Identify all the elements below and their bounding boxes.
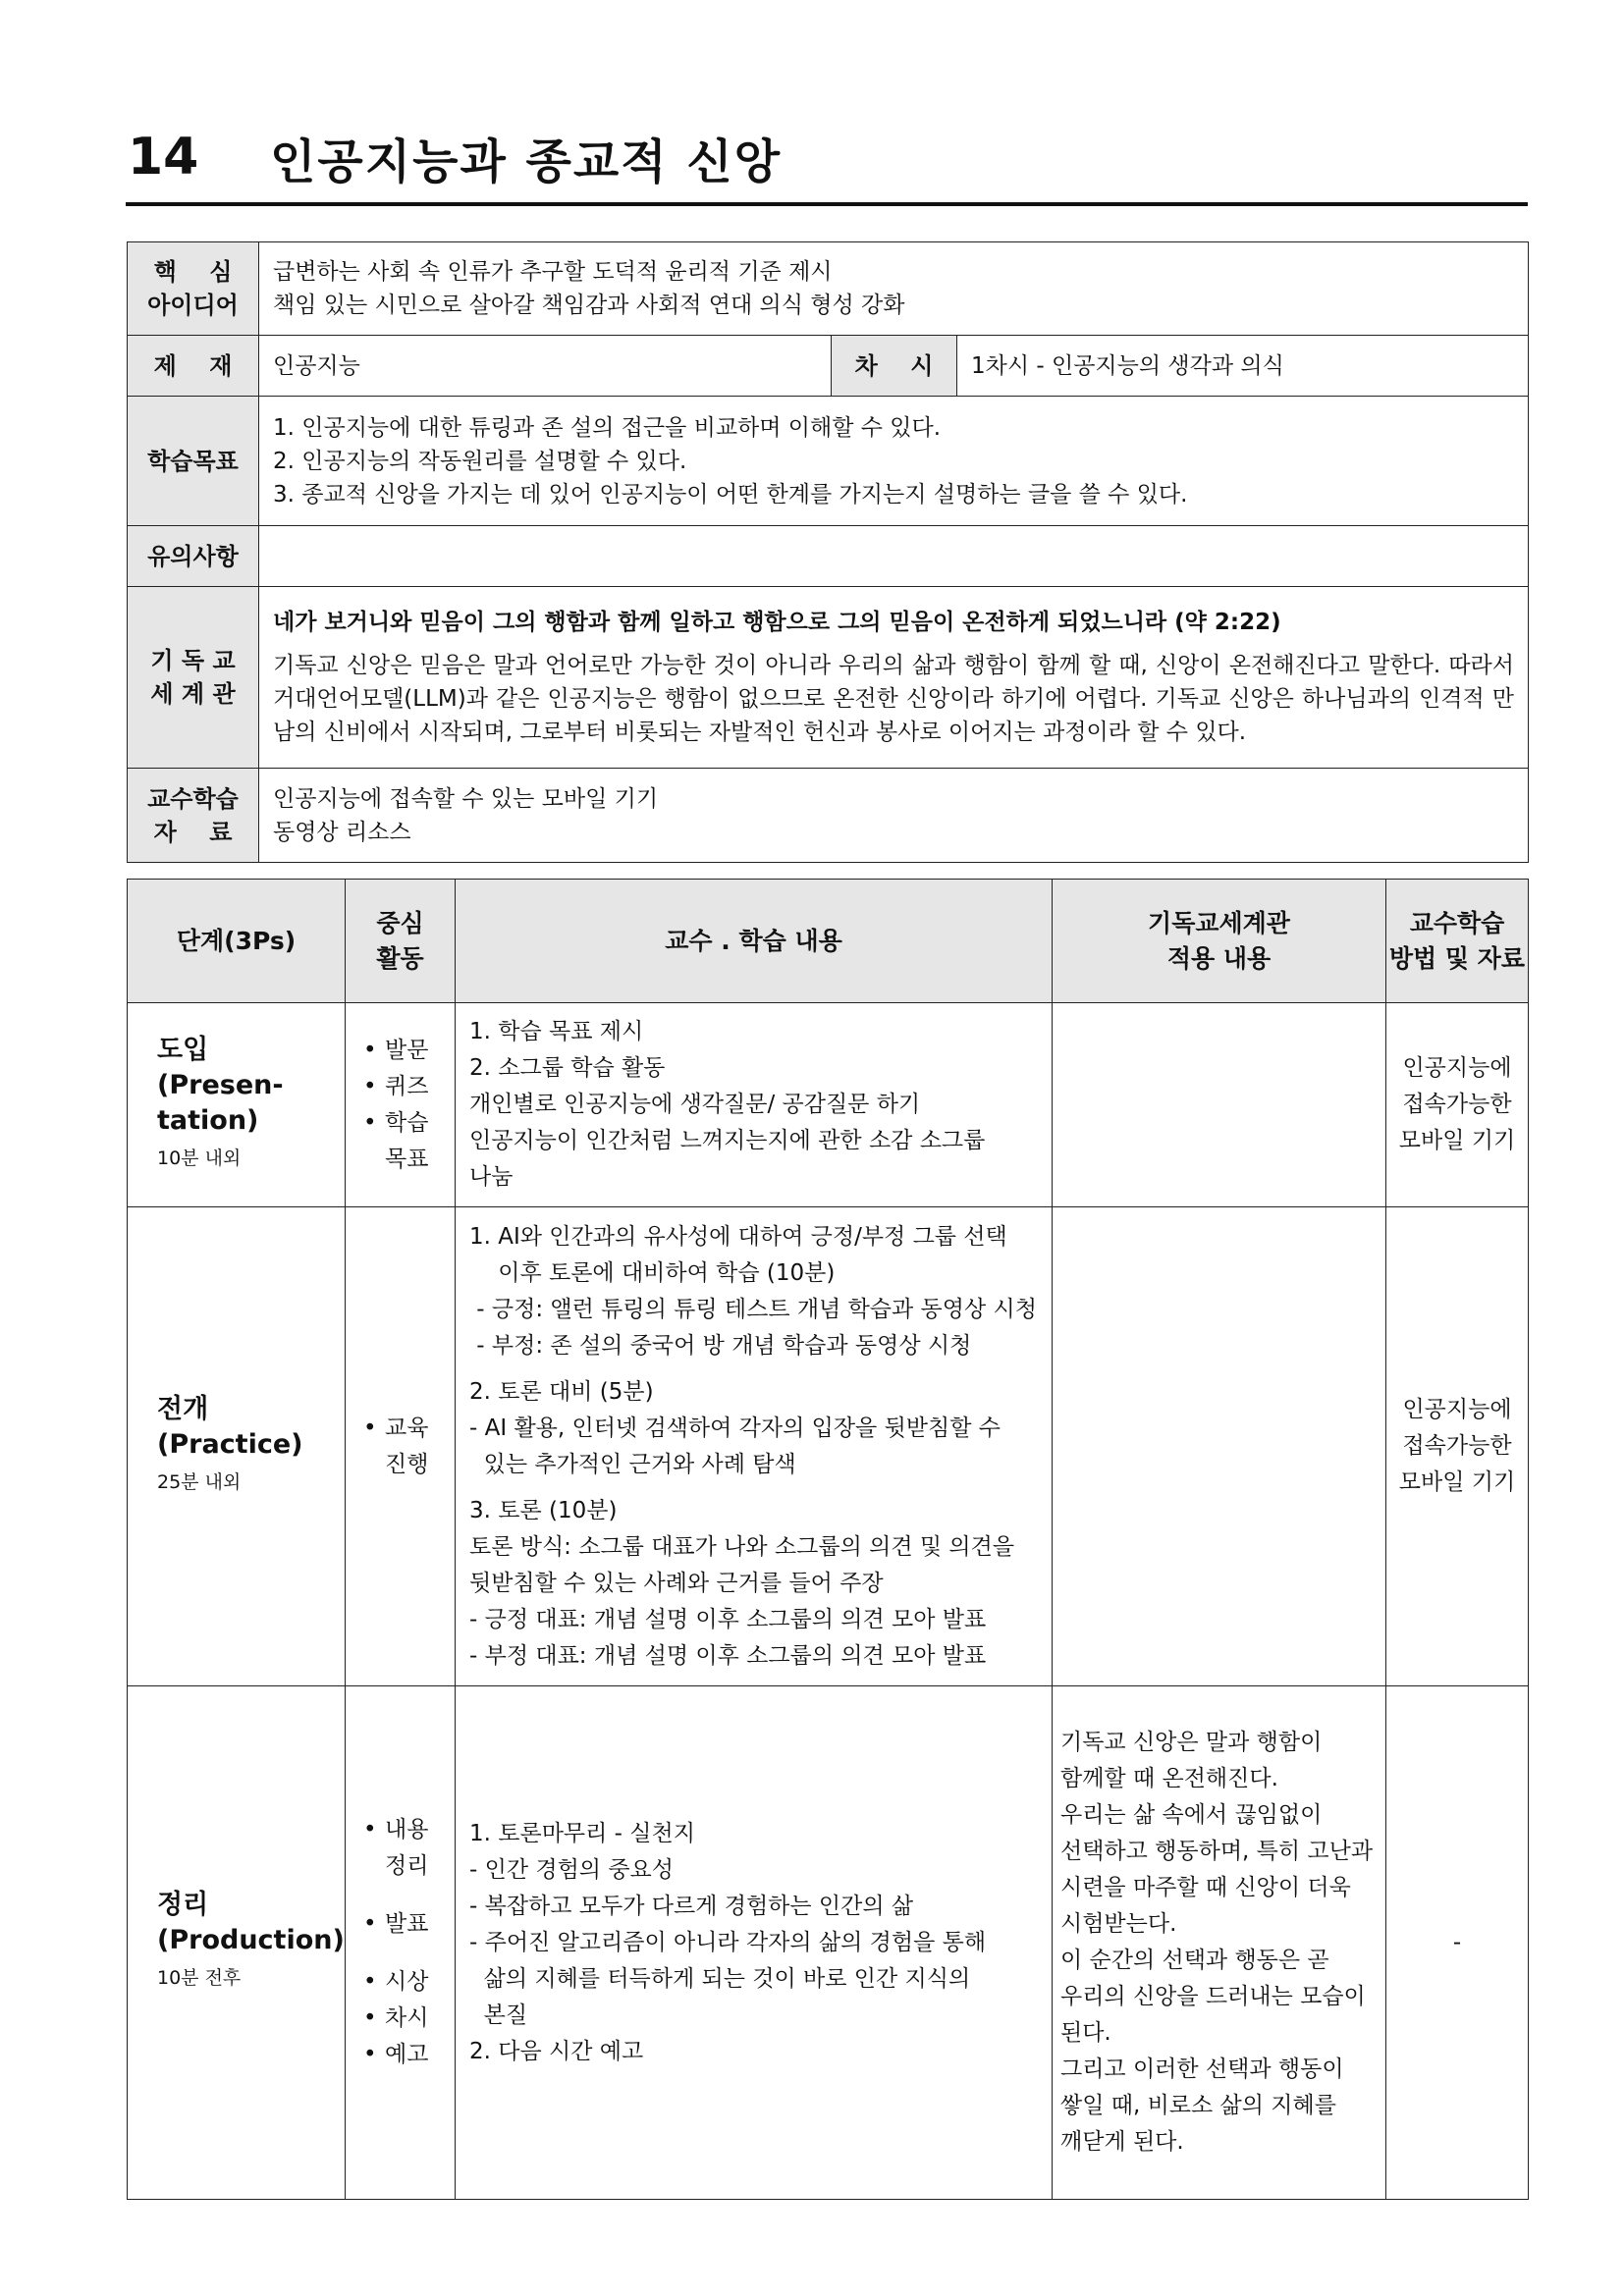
title-divider	[126, 202, 1528, 206]
goal-item: 1. 인공지능에 대한 튜링과 존 설의 접근을 비교하며 이해할 수 있다.	[273, 414, 942, 441]
activity-item	[363, 1964, 455, 2001]
core-idea-value: 급변하는 사회 속 인류가 추구할 도덕적 윤리적 기준 제시 책임 있는 시민으로 살아갈 책임감과 사회적 연대 의식 형성 강화	[259, 242, 1529, 336]
stage-cell	[128, 1686, 346, 2200]
bullet-icon: •	[363, 2042, 377, 2067]
bullet-icon: •	[363, 1073, 377, 1099]
content-line: 개인별로 인공지능에 생각질문/ 공감질문 하기	[469, 1092, 921, 1117]
worldview-verse: 네가 보거니와 믿음이 그의 행함과 함께 일하고 행함으로 그의 믿음이 온전하게 되었느니라 (약 2:22)	[273, 610, 1281, 635]
worldview-line: 우리의 신앙을 드러내는 모습이	[1060, 1984, 1366, 2009]
stage-name-en: (Practice)	[157, 1428, 303, 1460]
worldview-line: 선택하고 행동하며, 특히 고난과	[1060, 1839, 1374, 1864]
bullet-icon: •	[363, 1911, 377, 1937]
activity-item	[363, 2037, 455, 2073]
content-cell	[456, 1686, 1053, 2200]
bullet-icon: •	[363, 1037, 377, 1063]
worldview-cell	[1053, 1207, 1386, 1686]
goals-label: 학습목표	[128, 397, 259, 526]
lesson-info-table	[127, 241, 1529, 863]
worldview-line: 시련을 마주할 때 신앙이 더욱	[1060, 1875, 1351, 1900]
activity-label: 예고	[385, 2042, 429, 2067]
activity-item	[363, 1411, 455, 1483]
worldview-line: 이 순간의 선택과 행동은 곧	[1060, 1948, 1329, 1973]
stage-time: 10분 내외	[157, 1147, 242, 1169]
activity-label: 차시	[385, 2005, 429, 2031]
method-cell	[1386, 1003, 1529, 1207]
content-line: - 부정: 존 설의 중국어 방 개념 학습과 동영상 시청	[469, 1332, 972, 1359]
stage-time: 10분 전후	[157, 1967, 242, 1989]
worldview-value	[259, 587, 1529, 769]
header-worldview: 기독교세계관 적용 내용	[1053, 880, 1386, 1003]
bullet-icon: •	[363, 1109, 377, 1136]
stage-name-en: (Production)	[157, 1925, 345, 1955]
content-line: 본질	[469, 2002, 528, 2028]
worldview-line: 깨닫게 된다.	[1060, 2129, 1184, 2155]
method-cell	[1386, 1207, 1529, 1686]
method-line: 인공지능에	[1402, 1397, 1512, 1422]
core-idea-row	[128, 242, 1529, 336]
goal-item: 3. 종교적 신앙을 가지는 데 있어 인공지능이 어떤 한계를 가지는지 설명하는 글을 쓸 수 있다.	[273, 481, 1188, 507]
content-line: 3. 토론 (10분)	[469, 1497, 618, 1523]
session-value: 1차시 - 인공지능의 생각과 의식	[957, 336, 1529, 397]
plan-header-row	[128, 880, 1529, 1003]
subject-row	[128, 336, 1529, 397]
plan-row-practice	[128, 1207, 1529, 1686]
activity-label: 학습 목표	[385, 1109, 429, 1172]
worldview-row	[128, 587, 1529, 769]
goal-item: 2. 인공지능의 작동원리를 설명할 수 있다.	[273, 448, 687, 474]
plan-row-intro	[128, 1003, 1529, 1207]
method-line: 접속가능한	[1402, 1433, 1512, 1459]
header-method: 교수학습 방법 및 자료	[1386, 880, 1529, 1003]
content-cell	[456, 1003, 1053, 1207]
notes-label: 유의사항	[128, 526, 259, 587]
content-line: 나눔	[469, 1164, 514, 1190]
content-line: 토론 방식: 소그룹 대표가 나와 소그룹의 의견 및 의견을	[469, 1533, 1015, 1560]
method-line: 접속가능한	[1402, 1092, 1512, 1117]
worldview-cell	[1053, 1686, 1386, 2200]
lesson-number: 14	[128, 128, 199, 187]
content-line: 있는 추가적인 근거와 사례 탐색	[469, 1451, 796, 1477]
bullet-icon: •	[363, 1415, 377, 1441]
worldview-line: 그리고 이러한 선택과 행동이	[1060, 2056, 1344, 2082]
activity-label: 내용 정리	[385, 1817, 429, 1879]
worldview-line: 기독교 신앙은 말과 행함이	[1060, 1730, 1323, 1755]
content-line: 2. 토론 대비 (5분)	[469, 1378, 654, 1405]
activity-item	[363, 1033, 455, 1069]
plan-row-production	[128, 1686, 1529, 2200]
activity-item	[363, 2001, 455, 2037]
content-line: 삶의 지혜를 터득하게 되는 것이 바로 인간 지식의	[469, 1965, 971, 1992]
stage-cell	[128, 1207, 346, 1686]
stage-cell	[128, 1003, 346, 1207]
content-line: 2. 소그룹 학습 활동	[469, 1055, 666, 1081]
core-idea-label: 핵 심 아이디어	[128, 242, 259, 336]
notes-value	[259, 526, 1529, 587]
header-activity: 중심 활동	[346, 880, 456, 1003]
content-line: - 주어진 알고리즘이 아니라 각자의 삶의 경험을 통해	[469, 1929, 987, 1955]
notes-row	[128, 526, 1529, 587]
materials-value: 인공지능에 접속할 수 있는 모바일 기기 동영상 리소스	[259, 769, 1529, 863]
worldview-line: 우리는 삶 속에서 끊임없이	[1060, 1802, 1323, 1828]
content-line: - AI 활용, 인터넷 검색하여 각자의 입장을 뒷받침할 수	[469, 1415, 1001, 1441]
activity-item	[363, 1069, 455, 1105]
content-line: - 긍정 대표: 개념 설명 이후 소그룹의 의견 모아 발표	[469, 1606, 987, 1632]
worldview-line: 함께할 때 온전해진다.	[1060, 1766, 1278, 1791]
header-stage: 단계(3Ps)	[128, 880, 346, 1003]
stage-time: 25분 내외	[157, 1470, 242, 1493]
content-line: 인공지능이 인간처럼 느껴지는지에 관한 소감 소그룹	[469, 1128, 986, 1153]
activity-label: 발표	[385, 1911, 429, 1937]
activity-cell	[346, 1003, 456, 1207]
goals-row	[128, 397, 1529, 526]
materials-label: 교수학습 자 료	[128, 769, 259, 863]
stage-name: 정리	[157, 1890, 209, 1920]
stage-name: 전개	[157, 1393, 209, 1424]
content-line: 1. AI와 인간과의 유사성에 대하여 긍정/부정 그룹 선택	[469, 1223, 1007, 1250]
bullet-icon: •	[363, 2005, 377, 2031]
content-line: 1. 토론마무리 - 실천지	[469, 1820, 695, 1846]
content-line: - 긍정: 앨런 튜링의 튜링 테스트 개념 학습과 동영상 시청	[469, 1296, 1037, 1322]
stage-name-en: (Presen-tation)	[157, 1069, 284, 1136]
activity-item	[363, 1812, 455, 1885]
lesson-plan-table	[127, 879, 1529, 2200]
method-line: -	[1452, 1929, 1462, 1955]
subject-value: 인공지능	[259, 336, 832, 397]
content-line: - 인간 경험의 중요성	[469, 1856, 674, 1883]
content-line: 이후 토론에 대비하여 학습 (10분)	[469, 1259, 836, 1286]
activity-cell	[346, 1686, 456, 2200]
content-line: - 복잡하고 모두가 다르게 경험하는 인간의 삶	[469, 1893, 914, 1919]
content-line: - 부정 대표: 개념 설명 이후 소그룹의 의견 모아 발표	[469, 1642, 987, 1669]
page-title	[128, 123, 782, 191]
activity-item	[363, 1105, 455, 1178]
worldview-line: 쌓일 때, 비로소 삶의 지혜를	[1060, 2093, 1336, 2118]
content-cell	[456, 1207, 1053, 1686]
worldview-line: 시험받는다.	[1060, 1911, 1177, 1937]
activity-item	[363, 1906, 455, 1943]
activity-label: 퀴즈	[385, 1073, 429, 1099]
session-label: 차 시	[832, 336, 957, 397]
goals-value	[259, 397, 1529, 526]
content-line: 1. 학습 목표 제시	[469, 1019, 644, 1044]
activity-label: 시상	[385, 1969, 429, 1995]
method-line: 모바일 기기	[1398, 1128, 1516, 1153]
activity-cell	[346, 1207, 456, 1686]
method-line: 인공지능에	[1402, 1055, 1512, 1081]
method-line: 모바일 기기	[1398, 1469, 1516, 1495]
bullet-icon: •	[363, 1969, 377, 1995]
method-cell	[1386, 1686, 1529, 2200]
worldview-cell	[1053, 1003, 1386, 1207]
activity-label: 교육 진행	[385, 1415, 429, 1477]
materials-row	[128, 769, 1529, 863]
subject-label: 제 재	[128, 336, 259, 397]
content-line: 2. 다음 시간 예고	[469, 2038, 644, 2064]
worldview-line: 된다.	[1060, 2020, 1111, 2046]
worldview-text: 기독교 신앙은 믿음은 말과 언어로만 가능한 것이 아니라 우리의 삶과 행함이 함께 할 때, 신앙이 온전해진다고 말한다. 따라서 거대언어모델(LLM)과 같은 인공지능은 행함이 없으므로 온전한 신앙이라 하기에 어렵다. 기독교 신앙은 하나님과의 인격적 만남의 신비에서 시작되며, 그로부터 비롯되는 자발적인 헌신과 봉사로 이어지는 과정이라 할 수 있다.	[273, 653, 1514, 745]
content-line: 뒷받침할 수 있는 사례와 근거를 들어 주장	[469, 1570, 884, 1596]
lesson-title: 인공지능과 종교적 신앙	[270, 133, 783, 189]
header-content: 교수 . 학습 내용	[456, 880, 1053, 1003]
activity-label: 발문	[385, 1037, 429, 1063]
worldview-label: 기 독 교 세 계 관	[128, 587, 259, 769]
stage-name: 도입	[157, 1034, 209, 1065]
bullet-icon: •	[363, 1817, 377, 1842]
